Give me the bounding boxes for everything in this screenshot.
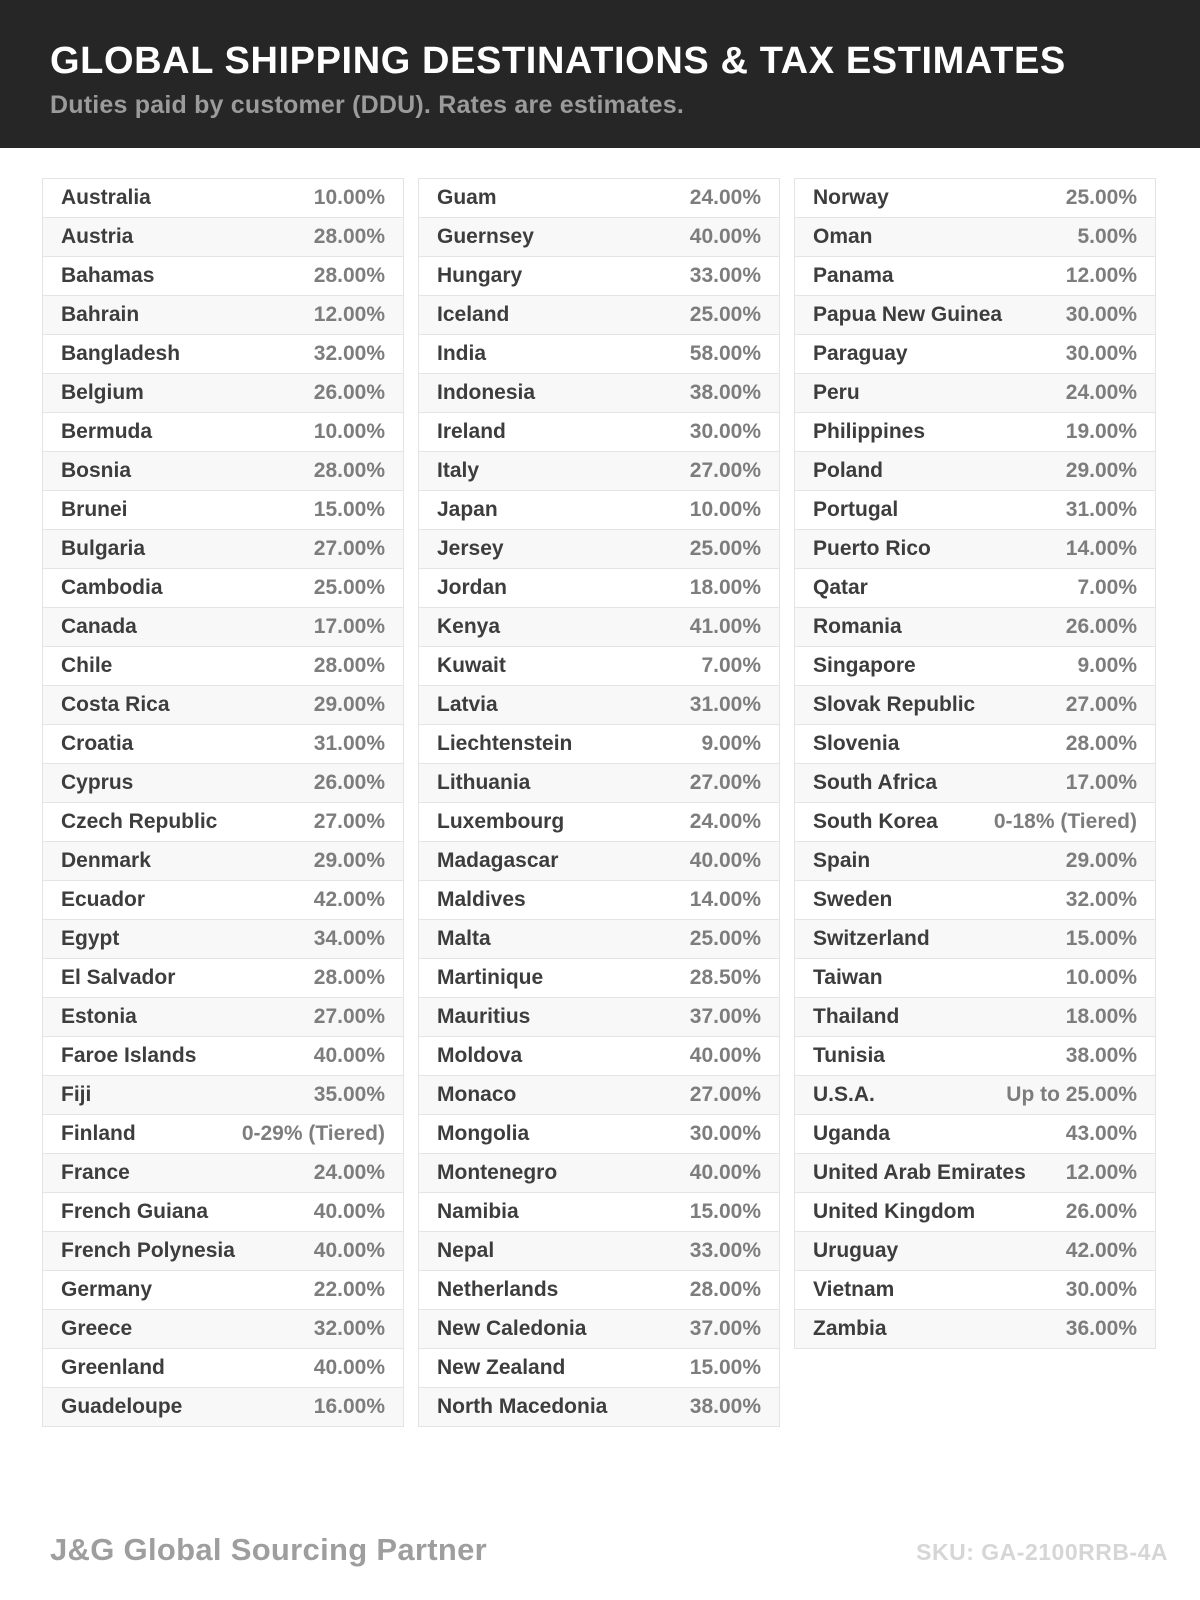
table-row [42, 451, 404, 491]
tax-rate: 9.00% [1077, 654, 1137, 677]
table-row [418, 802, 780, 842]
tax-rate: 31.00% [689, 693, 761, 716]
tax-rate: 26.00% [1065, 615, 1137, 638]
tax-rate: 29.00% [1065, 849, 1137, 872]
tax-rate: 40.00% [313, 1239, 385, 1262]
table-row [418, 1153, 780, 1193]
tax-rate: 32.00% [1065, 888, 1137, 911]
country-name: Guernsey [437, 225, 534, 248]
country-name: Hungary [437, 264, 523, 287]
tax-rate: 27.00% [313, 537, 385, 560]
country-name: Cambodia [61, 576, 163, 599]
country-name: Peru [813, 381, 860, 404]
country-name: United Kingdom [813, 1200, 976, 1223]
country-name: Ireland [437, 420, 506, 443]
sku-label: SKU: GA-2100RRB-4A [916, 1539, 1168, 1565]
tax-rate-tables [42, 178, 1156, 1427]
table-row [794, 568, 1156, 608]
tax-rate: 18.00% [1065, 1005, 1137, 1028]
page-header [0, 0, 1200, 148]
country-name: Latvia [437, 693, 498, 716]
country-name: Greece [61, 1317, 133, 1340]
country-name: India [437, 342, 487, 365]
tax-rate: 28.00% [313, 966, 385, 989]
table-row [794, 373, 1156, 413]
country-name: Romania [813, 615, 902, 638]
tax-rate: 41.00% [689, 615, 761, 638]
country-name: Nepal [437, 1239, 495, 1262]
tax-rate: 33.00% [689, 1239, 761, 1262]
tax-rate: 27.00% [313, 1005, 385, 1028]
tax-rate: 30.00% [689, 1122, 761, 1145]
country-name: Greenland [61, 1356, 165, 1379]
country-name: Martinique [437, 966, 544, 989]
tax-rate: 25.00% [689, 927, 761, 950]
country-name: Vietnam [813, 1278, 895, 1301]
table-row [418, 997, 780, 1037]
country-name: Czech Republic [61, 810, 218, 833]
tax-rate: 9.00% [701, 732, 761, 755]
tax-rate: 42.00% [1065, 1239, 1137, 1262]
table-row [794, 1075, 1156, 1115]
table-row [42, 958, 404, 998]
tax-rate: 24.00% [689, 186, 761, 209]
tax-rate: 10.00% [313, 186, 385, 209]
country-name: Luxembourg [437, 810, 565, 833]
table-row [42, 880, 404, 920]
country-name: Bangladesh [61, 342, 181, 365]
country-name: Liechtenstein [437, 732, 573, 755]
tax-rate: 38.00% [689, 1395, 761, 1418]
table-row [794, 646, 1156, 686]
country-name: Malta [437, 927, 491, 950]
table-row [794, 880, 1156, 920]
tax-rate: 42.00% [313, 888, 385, 911]
table-row [794, 1270, 1156, 1310]
country-name: Japan [437, 498, 498, 521]
country-name: Bahrain [61, 303, 140, 326]
rates-column-2 [418, 178, 780, 1427]
table-row [42, 529, 404, 569]
country-name: Madagascar [437, 849, 559, 872]
table-row [418, 373, 780, 413]
tax-rate: 40.00% [689, 849, 761, 872]
country-name: French Guiana [61, 1200, 209, 1223]
table-row [794, 256, 1156, 296]
tax-rate: 15.00% [689, 1200, 761, 1223]
table-row [42, 217, 404, 257]
country-name: Panama [813, 264, 894, 287]
table-row [42, 685, 404, 725]
tax-rate: 34.00% [313, 927, 385, 950]
tax-rate: 26.00% [313, 381, 385, 404]
country-name: Cyprus [61, 771, 134, 794]
country-name: Fiji [61, 1083, 92, 1106]
table-row [794, 997, 1156, 1037]
brand-name: J&G Global Sourcing Partner [50, 1532, 488, 1567]
country-name: Papua New Guinea [813, 303, 1003, 326]
country-name: New Zealand [437, 1356, 566, 1379]
country-name: Qatar [813, 576, 868, 599]
table-row [794, 841, 1156, 881]
table-row [794, 451, 1156, 491]
country-name: Guam [437, 186, 497, 209]
tax-rate: 32.00% [313, 1317, 385, 1340]
country-name: Slovak Republic [813, 693, 976, 716]
tax-rate: 0-29% (Tiered) [241, 1122, 385, 1145]
table-row [794, 1153, 1156, 1193]
country-name: Bahamas [61, 264, 155, 287]
table-row [418, 1192, 780, 1232]
table-row [42, 1309, 404, 1349]
table-row [418, 1036, 780, 1076]
country-name: Uruguay [813, 1239, 899, 1262]
tax-rate: 25.00% [689, 537, 761, 560]
country-name: U.S.A. [813, 1083, 875, 1106]
country-name: Singapore [813, 654, 916, 677]
country-name: Ecuador [61, 888, 146, 911]
tax-rate: 28.00% [313, 654, 385, 677]
country-name: Kenya [437, 615, 501, 638]
tax-rate: 38.00% [689, 381, 761, 404]
country-name: Portugal [813, 498, 899, 521]
tax-rate: 40.00% [313, 1356, 385, 1379]
tax-rate: 12.00% [1065, 264, 1137, 287]
table-row [794, 607, 1156, 647]
country-name: Bulgaria [61, 537, 146, 560]
table-row [42, 1270, 404, 1310]
tax-rate: 27.00% [1065, 693, 1137, 716]
country-name: Tunisia [813, 1044, 885, 1067]
country-name: Jordan [437, 576, 508, 599]
table-row [42, 607, 404, 647]
table-row [418, 646, 780, 686]
table-row [42, 1192, 404, 1232]
tax-rate: 24.00% [689, 810, 761, 833]
tax-rate: 17.00% [1065, 771, 1137, 794]
country-name: United Arab Emirates [813, 1161, 1026, 1184]
country-name: Oman [813, 225, 873, 248]
tax-rate: 27.00% [689, 1083, 761, 1106]
country-name: South Africa [813, 771, 938, 794]
table-row [794, 1192, 1156, 1232]
country-name: Monaco [437, 1083, 517, 1106]
tax-rate: 30.00% [689, 420, 761, 443]
tax-rate: 0-18% (Tiered) [993, 810, 1137, 833]
country-name: Mauritius [437, 1005, 531, 1028]
tax-rate: 28.00% [313, 264, 385, 287]
table-row [42, 1075, 404, 1115]
country-name: Montenegro [437, 1161, 558, 1184]
tax-rate: 25.00% [1065, 186, 1137, 209]
tax-rate: 28.00% [689, 1278, 761, 1301]
page-title: GLOBAL SHIPPING DESTINATIONS & TAX ESTIMATES [50, 40, 1066, 82]
tax-rate: 10.00% [313, 420, 385, 443]
tax-rate: 28.50% [689, 966, 761, 989]
table-row [418, 724, 780, 764]
country-name: Iceland [437, 303, 510, 326]
country-name: Thailand [813, 1005, 900, 1028]
tax-rate: 12.00% [1065, 1161, 1137, 1184]
tax-rate: 35.00% [313, 1083, 385, 1106]
tax-rate: 40.00% [313, 1200, 385, 1223]
country-name: France [61, 1161, 130, 1184]
table-row [418, 451, 780, 491]
table-row [42, 841, 404, 881]
table-row [418, 217, 780, 257]
table-row [42, 412, 404, 452]
table-row [418, 841, 780, 881]
page-subtitle: Duties paid by customer (DDU). Rates are estimates. [50, 91, 685, 119]
country-name: South Korea [813, 810, 938, 833]
tax-rate: 40.00% [689, 1161, 761, 1184]
table-row [42, 178, 404, 218]
country-name: Costa Rica [61, 693, 170, 716]
tax-rate: 25.00% [313, 576, 385, 599]
tax-rate: 15.00% [689, 1356, 761, 1379]
tax-rate: 58.00% [689, 342, 761, 365]
tax-rate: 28.00% [313, 459, 385, 482]
country-name: Canada [61, 615, 137, 638]
table-row [418, 607, 780, 647]
country-name: Denmark [61, 849, 151, 872]
country-name: Puerto Rico [813, 537, 931, 560]
tax-rate: 27.00% [689, 771, 761, 794]
country-name: Moldova [437, 1044, 523, 1067]
table-row [42, 919, 404, 959]
tax-rate: 30.00% [1065, 303, 1137, 326]
country-name: Croatia [61, 732, 134, 755]
table-row [42, 490, 404, 530]
table-row [42, 295, 404, 335]
table-row [418, 919, 780, 959]
rates-column-1 [42, 178, 404, 1427]
table-row [418, 1270, 780, 1310]
table-row [42, 997, 404, 1037]
table-row [418, 178, 780, 218]
table-row [794, 217, 1156, 257]
tax-rate: Up to 25.00% [1006, 1083, 1137, 1106]
table-row [418, 1231, 780, 1271]
country-name: Italy [437, 459, 480, 482]
table-row [794, 919, 1156, 959]
country-name: Philippines [813, 420, 926, 443]
tax-rate: 37.00% [689, 1317, 761, 1340]
country-name: Kuwait [437, 654, 506, 677]
tax-rate: 27.00% [689, 459, 761, 482]
table-row [42, 1231, 404, 1271]
table-row [418, 334, 780, 374]
table-row [42, 646, 404, 686]
country-name: Norway [813, 186, 889, 209]
table-row [42, 763, 404, 803]
country-name: Indonesia [437, 381, 536, 404]
table-row [418, 490, 780, 530]
tax-rate: 31.00% [1065, 498, 1137, 521]
page-footer [50, 1532, 1168, 1568]
tax-rate: 22.00% [313, 1278, 385, 1301]
tax-rate: 30.00% [1065, 342, 1137, 365]
tax-rate: 18.00% [689, 576, 761, 599]
table-row [794, 178, 1156, 218]
table-row [418, 685, 780, 725]
country-name: French Polynesia [61, 1239, 235, 1262]
table-row [418, 1348, 780, 1388]
table-row [42, 724, 404, 764]
country-name: Bermuda [61, 420, 153, 443]
country-name: Mongolia [437, 1122, 530, 1145]
country-name: Australia [61, 186, 151, 209]
country-name: Poland [813, 459, 884, 482]
tax-rate: 33.00% [689, 264, 761, 287]
tax-rate: 40.00% [689, 225, 761, 248]
table-row [418, 568, 780, 608]
table-row [42, 1153, 404, 1193]
table-row [42, 1348, 404, 1388]
country-name: Maldives [437, 888, 526, 911]
tax-rate: 19.00% [1065, 420, 1137, 443]
table-row [42, 568, 404, 608]
tax-rate: 43.00% [1065, 1122, 1137, 1145]
tax-rate: 26.00% [1065, 1200, 1137, 1223]
tax-rate: 24.00% [1065, 381, 1137, 404]
tax-rate: 7.00% [1077, 576, 1137, 599]
country-name: Faroe Islands [61, 1044, 197, 1067]
country-name: Finland [61, 1122, 136, 1145]
tax-rate: 37.00% [689, 1005, 761, 1028]
country-name: Bosnia [61, 459, 132, 482]
tax-rate: 26.00% [313, 771, 385, 794]
country-name: Chile [61, 654, 113, 677]
country-name: New Caledonia [437, 1317, 587, 1340]
table-row [418, 412, 780, 452]
tax-rate: 25.00% [689, 303, 761, 326]
table-row [794, 802, 1156, 842]
tax-rate: 31.00% [313, 732, 385, 755]
country-name: Guadeloupe [61, 1395, 183, 1418]
table-row [794, 724, 1156, 764]
country-name: Lithuania [437, 771, 531, 794]
table-row [794, 295, 1156, 335]
country-name: North Macedonia [437, 1395, 608, 1418]
country-name: Netherlands [437, 1278, 559, 1301]
table-row [418, 763, 780, 803]
table-row [42, 373, 404, 413]
tax-rate: 30.00% [1065, 1278, 1137, 1301]
tax-rate: 28.00% [313, 225, 385, 248]
table-row [794, 763, 1156, 803]
tax-rate: 29.00% [313, 693, 385, 716]
tax-rate: 32.00% [313, 342, 385, 365]
tax-rate: 29.00% [1065, 459, 1137, 482]
table-row [794, 1231, 1156, 1271]
country-name: Austria [61, 225, 134, 248]
country-name: Slovenia [813, 732, 900, 755]
table-row [794, 1114, 1156, 1154]
table-row [418, 1309, 780, 1349]
country-name: Egypt [61, 927, 120, 950]
country-name: Spain [813, 849, 871, 872]
table-row [794, 529, 1156, 569]
table-row [42, 1114, 404, 1154]
country-name: Taiwan [813, 966, 883, 989]
tax-rate: 12.00% [313, 303, 385, 326]
tax-rate: 28.00% [1065, 732, 1137, 755]
table-row [794, 490, 1156, 530]
tax-rate: 15.00% [1065, 927, 1137, 950]
tax-rate: 5.00% [1077, 225, 1137, 248]
tax-rate: 16.00% [313, 1395, 385, 1418]
table-row [418, 1387, 780, 1427]
tax-rate: 14.00% [689, 888, 761, 911]
table-row [42, 1387, 404, 1427]
table-row [794, 334, 1156, 374]
table-row [794, 1036, 1156, 1076]
table-row [794, 1309, 1156, 1349]
tax-rate: 15.00% [313, 498, 385, 521]
table-row [42, 802, 404, 842]
country-name: Germany [61, 1278, 153, 1301]
tax-rate: 10.00% [689, 498, 761, 521]
tax-rate: 14.00% [1065, 537, 1137, 560]
tax-rate: 36.00% [1065, 1317, 1137, 1340]
country-name: Uganda [813, 1122, 891, 1145]
table-row [418, 880, 780, 920]
country-name: Paraguay [813, 342, 908, 365]
table-row [418, 958, 780, 998]
rates-column-3 [794, 178, 1156, 1349]
table-row [418, 1075, 780, 1115]
tax-rate: 7.00% [701, 654, 761, 677]
table-row [42, 256, 404, 296]
tax-rate: 38.00% [1065, 1044, 1137, 1067]
tax-rate: 40.00% [313, 1044, 385, 1067]
country-name: Switzerland [813, 927, 930, 950]
table-row [418, 295, 780, 335]
country-name: El Salvador [61, 966, 176, 989]
country-name: Jersey [437, 537, 504, 560]
tax-rate: 17.00% [313, 615, 385, 638]
table-row [794, 412, 1156, 452]
tax-rate: 29.00% [313, 849, 385, 872]
tax-rate: 27.00% [313, 810, 385, 833]
tax-rate: 24.00% [313, 1161, 385, 1184]
table-row [794, 685, 1156, 725]
table-row [42, 1036, 404, 1076]
table-row [794, 958, 1156, 998]
country-name: Brunei [61, 498, 128, 521]
table-row [418, 1114, 780, 1154]
tax-rate: 40.00% [689, 1044, 761, 1067]
table-row [418, 256, 780, 296]
country-name: Zambia [813, 1317, 887, 1340]
country-name: Estonia [61, 1005, 137, 1028]
table-row [418, 529, 780, 569]
table-row [42, 334, 404, 374]
tax-rate: 10.00% [1065, 966, 1137, 989]
country-name: Namibia [437, 1200, 519, 1223]
country-name: Belgium [61, 381, 144, 404]
country-name: Sweden [813, 888, 893, 911]
